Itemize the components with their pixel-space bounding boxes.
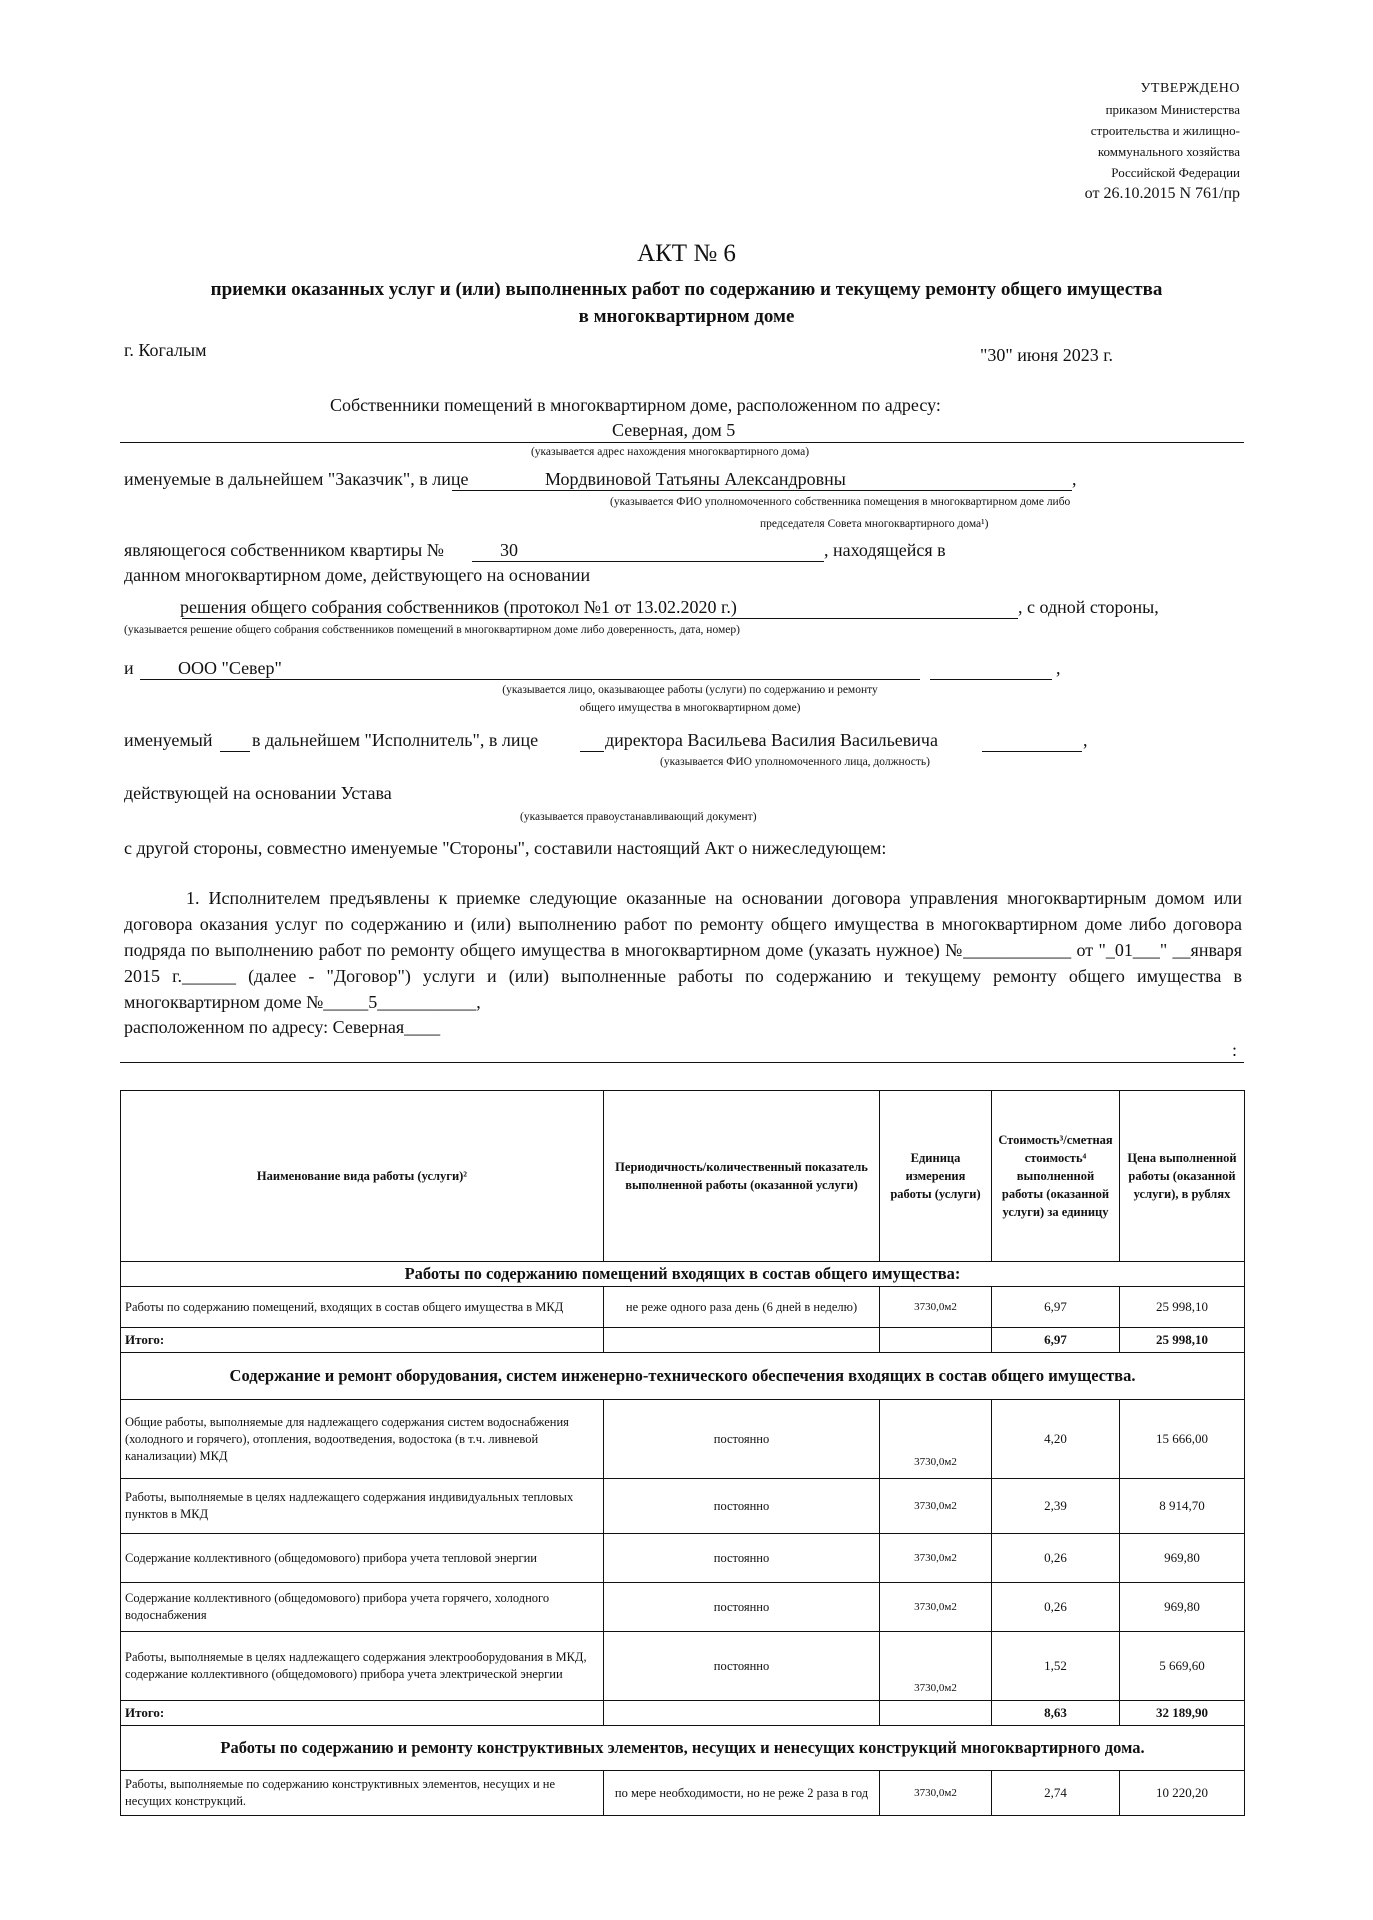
empty-cell [604, 1701, 880, 1726]
row-unit: 3730,0м2 [880, 1632, 992, 1701]
row-cost: 2,74 [992, 1771, 1120, 1816]
section-row [121, 1726, 1245, 1771]
header-periodicity: Периодичность/количественный показатель выполненной работы (оказанной услуги) [604, 1091, 880, 1262]
contractor-line2-a: именуемый [124, 730, 213, 750]
row-price: 969,80 [1120, 1583, 1245, 1632]
row-cost: 4,20 [992, 1400, 1120, 1479]
row-period: постоянно [604, 1479, 880, 1534]
address-caption: (указывается адрес нахождения многоквартирного дома) [530, 446, 810, 458]
person-caption: (указывается ФИО уполномоченного лица, должность) [660, 756, 930, 768]
customer-name: Мордвиновой Татьяны Александровны [545, 469, 846, 489]
header-unit-cost: Стоимость³/сметная стоимость⁴ выполненной работы (оказанной услуги) за единицу [992, 1091, 1120, 1262]
row-price: 15 666,00 [1120, 1400, 1245, 1479]
table-header-row [121, 1091, 1245, 1262]
services-table [120, 1090, 1245, 1816]
row-unit: 3730,0м2 [880, 1287, 992, 1328]
row-name: Работы, выполняемые в целях надлежащего содержания электрооборудования в МКД, содержание коллективного (общедомового) прибора учета электрической энергии [121, 1632, 604, 1701]
owners-address: Северная, дом 5 [612, 420, 736, 440]
row-unit: 3730,0м2 [880, 1479, 992, 1534]
row-price: 8 914,70 [1120, 1479, 1245, 1534]
contractor-underline-2 [930, 679, 1052, 680]
row-period: постоянно [604, 1583, 880, 1632]
act-title-line1: приемки оказанных услуг и (или) выполненных работ по содержанию и текущему ремонту общего имущества [210, 279, 1163, 300]
table-row [121, 1583, 1245, 1632]
blank-underline [580, 751, 604, 752]
basis-suffix: , с одной стороны, [1018, 597, 1159, 617]
comma: , [1072, 469, 1077, 489]
total-label: Итого: [121, 1701, 604, 1726]
table-row [121, 1771, 1245, 1816]
row-unit: 3730,0м2 [880, 1534, 992, 1583]
row-cost: 2,39 [992, 1479, 1120, 1534]
apartment-prefix: являющегося собственником квартиры № [124, 540, 444, 560]
customer-underline [452, 490, 1072, 491]
total-row [121, 1328, 1245, 1353]
apartment-suffix: , находящейся в [824, 540, 946, 560]
row-cost: 0,26 [992, 1534, 1120, 1583]
contractor-prefix: и [124, 658, 134, 678]
header-work-name: Наименование вида работы (услуги)² [121, 1091, 604, 1262]
header-price: Цена выполненной работы (оказанной услуги), в рублях [1120, 1091, 1245, 1262]
owners-intro: Собственники помещений в многоквартирном доме, расположенном по адресу: [330, 395, 941, 415]
basis-text: решения общего собрания собственников (протокол №1 от 13.02.2020 г.) [180, 597, 737, 617]
section-title: Работы по содержанию и ремонту конструктивных элементов, несущих и ненесущих конструкций многоквартирного дома. [121, 1726, 1245, 1771]
row-price: 5 669,60 [1120, 1632, 1245, 1701]
contractor-line2-b: в дальнейшем "Исполнитель", в лице [252, 730, 539, 750]
basis-underline [182, 618, 1018, 619]
total-price: 25 998,10 [1120, 1328, 1245, 1353]
approval-date: от 26.10.2015 N 761/пр [1084, 185, 1240, 202]
contractor-person: директора Васильева Василия Васильевича [605, 730, 938, 750]
person-underline [982, 751, 1082, 752]
row-period: постоянно [604, 1400, 880, 1479]
contractor-caption-1: (указывается лицо, оказывающее работы (услуги) по содержанию и ремонту [502, 684, 878, 696]
total-cost: 6,97 [992, 1328, 1120, 1353]
empty-cell [604, 1328, 880, 1353]
approval-block [1085, 78, 1240, 204]
row-name: Общие работы, выполняемые для надлежащего содержания систем водоснабжения (холодного и горячего), отопления, водоотведения, водостока (в т.ч. ливневой канализации) МКД [121, 1400, 604, 1479]
row-period: постоянно [604, 1632, 880, 1701]
row-name: Содержание коллективного (общедомового) прибора учета тепловой энергии [121, 1534, 604, 1583]
row-cost: 1,52 [992, 1632, 1120, 1701]
row-period: постоянно [604, 1534, 880, 1583]
row-price: 10 220,20 [1120, 1771, 1245, 1816]
approval-line: приказом Министерства [1105, 102, 1240, 117]
apartment-number: 30 [500, 540, 518, 560]
blank-underline [220, 751, 250, 752]
empty-cell [880, 1328, 992, 1353]
approval-title: УТВЕРЖДЕНО [1140, 81, 1240, 96]
row-cost: 6,97 [992, 1287, 1120, 1328]
apartment-underline [472, 561, 824, 562]
approval-line: коммунального хозяйства [1097, 144, 1240, 159]
contractor-underline [140, 679, 920, 680]
address-full-underline [120, 1062, 1244, 1063]
approval-line: Российской Федерации [1111, 165, 1240, 180]
act-date: "30" июня 2023 г. [980, 345, 1114, 365]
total-label: Итого: [121, 1328, 604, 1353]
row-period: не реже одного раза день (6 дней в неделю) [604, 1287, 880, 1328]
row-cost: 0,26 [992, 1583, 1120, 1632]
row-name: Работы, выполняемые по содержанию конструктивных элементов, несущих и не несущих конструкций. [121, 1771, 604, 1816]
clause-1-text: 1. Исполнителем предъявлены к приемке следующие оказанные на основании договора управления многоквартирным домом или договора оказания услуг по содержанию и (или) выполнению работ по ремонту общего имущества в многоквартирном доме либо договора подряда по выполнению работ по ремонту общего имущества в многоквартирном доме (указать нужное) №____________ от "_01___" __января 2015 г.______ (далее - "Договор") услуги и (или) выполненные работы по содержанию и текущему ремонту общего имущества в многоквартирном доме №_____5___________, [124, 888, 1242, 1012]
row-price: 969,80 [1120, 1534, 1245, 1583]
empty-cell [880, 1701, 992, 1726]
row-period: по мере необходимости, но не реже 2 раза в год [604, 1771, 880, 1816]
comma: , [1056, 658, 1061, 678]
row-name: Содержание коллективного (общедомового) прибора учета горячего, холодного водоснабжения [121, 1583, 604, 1632]
contractor-name: ООО "Север" [178, 658, 282, 678]
total-row [121, 1701, 1245, 1726]
row-unit: 3730,0м2 [880, 1771, 992, 1816]
approval-line: строительства и жилищно- [1090, 123, 1240, 138]
act-title-block [0, 240, 1373, 330]
clause-1-last: расположенном по адресу: Северная____ [124, 1017, 441, 1037]
total-price: 32 189,90 [1120, 1701, 1245, 1726]
row-unit: 3730,0м2 [880, 1583, 992, 1632]
contractor-basis: действующей на основании Устава [124, 783, 392, 803]
apartment-line2: данном многоквартирном доме, действующего на основании [124, 565, 591, 585]
table-row [121, 1400, 1245, 1479]
total-cost: 8,63 [992, 1701, 1120, 1726]
section-row [121, 1353, 1245, 1400]
table-row [121, 1479, 1245, 1534]
row-unit: 3730,0м2 [880, 1400, 992, 1479]
row-name: Работы по содержанию помещений, входящих в состав общего имущества в МКД [121, 1287, 604, 1328]
clause-1-colon: : [1232, 1040, 1238, 1060]
contractor-caption-2: общего имущества в многоквартирном доме) [579, 702, 801, 714]
act-city: г. Когалым [124, 340, 207, 360]
section-title: Работы по содержанию помещений входящих в состав общего имущества: [121, 1262, 1245, 1287]
table-row [121, 1534, 1245, 1583]
contractor-basis-caption: (указывается правоустанавливающий документ) [520, 811, 757, 823]
customer-caption-1: (указывается ФИО уполномоченного собственника помещения в многоквартирном доме либо [610, 496, 1071, 508]
address-underline [120, 442, 1244, 443]
section-row [121, 1262, 1245, 1287]
row-price: 25 998,10 [1120, 1287, 1245, 1328]
comma: , [1083, 730, 1088, 750]
basis-caption: (указывается решение общего собрания собственников помещений в многоквартирном доме либо доверенность, дата, номер) [124, 624, 740, 636]
table-row [121, 1287, 1245, 1328]
table-row [121, 1632, 1245, 1701]
header-unit: Единица измерения работы (услуги) [880, 1091, 992, 1262]
act-number: АКТ № 6 [637, 240, 736, 267]
row-name: Работы, выполняемые в целях надлежащего содержания индивидуальных тепловых пунктов в МКД [121, 1479, 604, 1534]
act-title-line2: в многоквартирном доме [578, 306, 795, 327]
together-text: с другой стороны, совместно именуемые "Стороны", составили настоящий Акт о нижеследующем: [124, 838, 887, 858]
section-title: Содержание и ремонт оборудования, систем инженерно-технического обеспечения входящих в состав общего имущества. [121, 1353, 1245, 1400]
customer-caption-2: председателя Совета многоквартирного дома¹) [760, 518, 989, 530]
customer-prefix: именуемые в дальнейшем "Заказчик", в лице [124, 469, 469, 489]
